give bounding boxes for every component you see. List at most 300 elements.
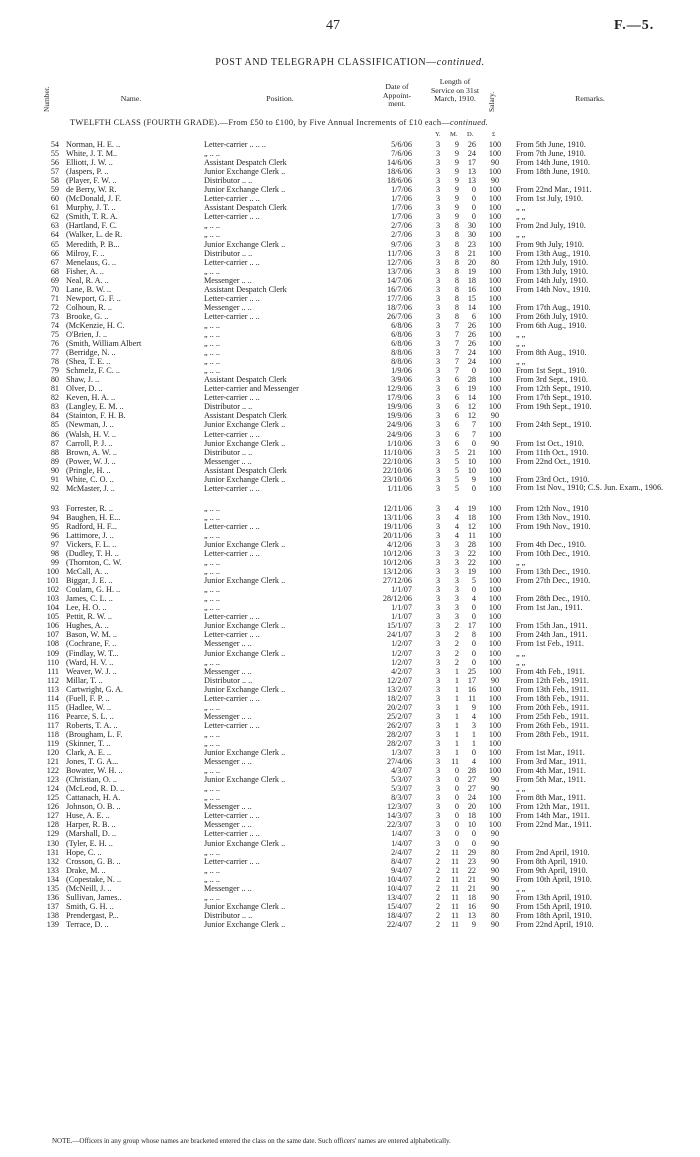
- cell-pos: Letter-carrier .. ..: [204, 257, 260, 267]
- cell-no: 100: [46, 567, 59, 577]
- cell-rem: From 1st Feb., 1911.: [516, 639, 584, 649]
- cell-no: 68: [50, 266, 59, 276]
- cell-pos: Junior Exchange Clerk ..: [204, 919, 286, 929]
- cell-date: 8/4/07: [391, 856, 412, 866]
- cell-name: Norman, H. E. ..: [66, 140, 121, 149]
- cell-no: 133: [46, 865, 59, 875]
- cell-d: 24: [467, 357, 476, 367]
- cell-sal: 100: [488, 483, 502, 493]
- cell-name: (Copestake, N. ..: [66, 874, 122, 884]
- cell-pos: Messenger .. ..: [204, 820, 252, 830]
- cell-no: 127: [46, 811, 59, 821]
- cell-sal: 100: [488, 748, 502, 758]
- cell-m: 1: [454, 675, 459, 685]
- cell-date: 14/7/06: [386, 275, 412, 285]
- cell-name: (Newman, J. ..: [66, 420, 114, 430]
- cell-rem: From 1st Mar., 1911.: [516, 748, 585, 758]
- cell-sal: 100: [488, 384, 502, 394]
- cell-d: 8: [471, 630, 476, 640]
- cell-y: 3: [435, 567, 441, 577]
- cell-y: 3: [435, 530, 441, 540]
- cell-date: 19/9/06: [386, 402, 412, 412]
- table-row: [0, 667, 700, 676]
- table-row: [0, 158, 700, 167]
- cell-rem: From 9th July, 1910.: [516, 239, 584, 249]
- cell-no: 128: [46, 820, 59, 830]
- cell-sal: 100: [488, 194, 502, 204]
- cell-no: 59: [50, 185, 59, 195]
- cell-date: 19/9/06: [386, 411, 412, 421]
- table-row: [0, 149, 700, 158]
- cell-no: 74: [50, 320, 59, 330]
- cell-no: 75: [50, 329, 59, 339]
- cell-sal: 100: [488, 521, 502, 531]
- cell-d: 4: [471, 711, 476, 721]
- cell-name: Crosson, G. B. ..: [66, 856, 121, 866]
- cell-date: 1/7/06: [391, 212, 412, 222]
- cell-no: 97: [50, 539, 59, 549]
- cell-d: 30: [467, 221, 476, 231]
- cell-no: 132: [46, 856, 59, 866]
- cell-m: 11: [451, 919, 459, 929]
- cell-sal: 90: [490, 892, 500, 902]
- cell-date: 10/4/07: [386, 883, 412, 893]
- cell-date: 12/7/06: [386, 257, 412, 267]
- cell-m: 7: [454, 320, 459, 330]
- col-length-header: Length of Service on 31st March, 1910.: [430, 77, 480, 103]
- cell-pos: Letter-carrier .. ..: [204, 393, 260, 403]
- cell-date: 1/4/07: [391, 838, 412, 848]
- cell-d: 24: [467, 793, 476, 803]
- cell-y: 3: [435, 275, 441, 285]
- cell-m: 5: [454, 456, 459, 466]
- cell-y: 3: [435, 711, 441, 721]
- cell-m: 11: [451, 847, 459, 857]
- table-row: [0, 513, 700, 522]
- cell-d: 5: [471, 576, 476, 586]
- cell-rem: From 13th April, 1910.: [516, 892, 592, 902]
- cell-pos: Messenger .. ..: [204, 639, 252, 649]
- cell-name: (Hadlee, W. ..: [66, 702, 112, 712]
- cell-name: de Berry, W. R.: [66, 185, 117, 195]
- cell-y: 3: [435, 357, 441, 367]
- cell-sal: 100: [488, 239, 502, 249]
- cell-m: 2: [454, 657, 459, 667]
- cell-no: 136: [46, 892, 59, 902]
- cell-pos: Junior Exchange Clerk ..: [204, 748, 286, 758]
- cell-name: (McDonald, J. F.: [66, 194, 122, 204]
- cell-d: 24: [467, 348, 476, 358]
- cell-pos: Letter-carrier .. ..: [204, 212, 260, 222]
- cell-rem: From 8th Aug., 1910.: [516, 348, 587, 358]
- cell-no: 90: [50, 465, 59, 475]
- cell-y: 3: [435, 438, 441, 448]
- cell-pos: Messenger .. ..: [204, 302, 252, 312]
- cell-sal: 100: [488, 639, 502, 649]
- cell-m: 4: [454, 512, 459, 522]
- cell-sal: 100: [488, 429, 502, 439]
- cell-m: 3: [454, 576, 459, 586]
- cell-no: 118: [47, 729, 59, 739]
- cell-d: 18: [467, 275, 476, 285]
- cell-d: 0: [471, 657, 476, 667]
- cell-sal: 90: [490, 411, 500, 421]
- cell-no: 63: [50, 221, 59, 231]
- table-row: [0, 285, 700, 294]
- cell-no: 129: [46, 829, 59, 839]
- cell-m: 1: [454, 729, 459, 739]
- table-row: [0, 375, 700, 384]
- cell-rem: From 13th July, 1910.: [516, 266, 589, 276]
- cell-m: 9: [454, 185, 459, 195]
- cell-d: 0: [471, 585, 476, 595]
- cell-y: 2: [435, 847, 441, 857]
- cell-d: 0: [471, 438, 476, 448]
- cell-no: 77: [50, 348, 59, 358]
- cell-rem: From 7th June, 1910.: [516, 149, 586, 159]
- cell-name: Pearce, S. L. ..: [66, 711, 114, 721]
- cell-m: 0: [454, 802, 459, 812]
- table-row: [0, 621, 700, 630]
- cell-rem: From 24th Jan., 1911.: [516, 630, 588, 640]
- table-row: [0, 321, 700, 330]
- cell-name: (McLeod, R. D. ..: [66, 784, 125, 794]
- cell-sal: 100: [488, 621, 502, 631]
- cell-y: 3: [435, 311, 441, 321]
- cell-sal: 100: [488, 167, 502, 177]
- cell-pos: Letter-carrier .. ..: [204, 856, 260, 866]
- cell-m: 8: [454, 311, 459, 321]
- cell-date: 1/3/07: [391, 748, 412, 758]
- cell-no: 139: [46, 919, 59, 929]
- cell-name: (Tyler, E. H. ..: [66, 838, 113, 848]
- cell-date: 10/12/06: [382, 549, 412, 559]
- cell-pos: „ .. ..: [204, 603, 220, 613]
- table-row: [0, 303, 700, 312]
- col-name-header: Name.: [120, 94, 142, 103]
- cell-date: 1/11/06: [387, 483, 412, 493]
- cell-name: O'Brien, J. ..: [66, 329, 108, 339]
- col-number-header: Number.: [42, 86, 51, 112]
- cell-m: 11: [451, 856, 459, 866]
- cell-name: Carroll, P. J. ..: [66, 438, 113, 448]
- cell-sal: 100: [488, 585, 502, 595]
- table-row: [0, 576, 700, 585]
- cell-name: Pettit, R. W. ..: [66, 612, 112, 622]
- cell-no: 125: [46, 793, 59, 803]
- cell-d: 0: [471, 212, 476, 222]
- cell-pos: Assistant Despatch Clerk: [204, 465, 287, 475]
- cell-d: 9: [471, 702, 476, 712]
- cell-d: 0: [471, 829, 476, 839]
- cell-m: 7: [454, 348, 459, 358]
- cell-d: 28: [467, 375, 476, 385]
- table-row: [0, 185, 700, 194]
- cell-date: 24/9/06: [386, 429, 412, 439]
- cell-pos: „ .. ..: [204, 567, 220, 577]
- cell-no: 134: [46, 874, 59, 884]
- cell-sal: 90: [490, 874, 500, 884]
- cell-y: 3: [435, 140, 441, 149]
- cell-name: (Brougham, L. F.: [66, 729, 123, 739]
- cell-d: 19: [467, 503, 476, 513]
- cell-m: 1: [454, 666, 459, 676]
- cell-d: 24: [467, 149, 476, 159]
- cell-name: Brooke, G. ..: [66, 311, 109, 321]
- table-row: [0, 402, 700, 411]
- cell-y: 3: [435, 549, 441, 559]
- table-row: [0, 585, 700, 594]
- unit-pound: £: [492, 131, 496, 138]
- cell-name: (Jaspers, P. ..: [66, 167, 109, 177]
- cell-d: 17: [467, 675, 476, 685]
- cell-rem: From 17th Sept., 1910.: [516, 393, 592, 403]
- cell-sal: 90: [490, 901, 500, 911]
- cell-rem: From 1st Sept., 1910.: [516, 366, 587, 376]
- cell-date: 28/2/07: [386, 729, 412, 739]
- cell-date: 1/7/06: [391, 185, 412, 195]
- cell-pos: Letter-carrier .. ..: [204, 293, 260, 303]
- cell-rem: From 14th June, 1910.: [516, 158, 590, 168]
- cell-rem: From 2nd April, 1910.: [516, 847, 590, 857]
- cell-sal: 90: [490, 829, 500, 839]
- cell-rem: From 1st Jan., 1911.: [516, 603, 583, 613]
- cell-m: 3: [454, 594, 459, 604]
- cell-no: 113: [47, 684, 59, 694]
- cell-d: 16: [467, 901, 476, 911]
- cell-pos: Distributor .. ..: [204, 176, 253, 186]
- table-row: [0, 630, 700, 639]
- cell-m: 6: [454, 384, 459, 394]
- table-row: [0, 920, 700, 929]
- cell-no: 101: [46, 576, 59, 586]
- cell-rem: From 3rd Mar., 1911.: [516, 757, 587, 767]
- cell-pos: Letter-carrier .. ..: [204, 521, 260, 531]
- cell-name: (Findlay, W. T...: [66, 648, 119, 658]
- cell-y: 3: [435, 503, 441, 513]
- table-row: [0, 911, 700, 920]
- table-row: [0, 330, 700, 339]
- table-row: [0, 540, 700, 549]
- cell-name: (Christian, O. ..: [66, 775, 117, 785]
- cell-m: 1: [454, 702, 459, 712]
- cell-sal: 100: [488, 603, 502, 613]
- cell-d: 3: [471, 720, 476, 730]
- cell-rem: From 3rd Sept., 1910.: [516, 375, 588, 385]
- cell-m: 3: [454, 585, 459, 595]
- cell-date: 18/6/06: [386, 167, 412, 177]
- cell-d: 19: [467, 266, 476, 276]
- cell-d: 28: [467, 766, 476, 776]
- cell-date: 3/9/06: [391, 375, 412, 385]
- cell-no: 124: [46, 784, 59, 794]
- cell-name: Meredith, P. B...: [66, 239, 120, 249]
- cell-m: 3: [454, 603, 459, 613]
- cell-d: 28: [467, 539, 476, 549]
- cell-rem: From 20th Feb., 1911.: [516, 702, 589, 712]
- cell-name: Brown, A. W. ..: [66, 447, 117, 457]
- cell-name: Neal, R. A. ..: [66, 275, 109, 285]
- cell-y: 3: [435, 594, 441, 604]
- cell-rem: From 1st Nov., 1910; C.S. Jun. Exam., 1906.: [516, 482, 664, 492]
- cell-date: 26/2/07: [386, 720, 412, 730]
- cell-no: 57: [50, 167, 59, 177]
- cell-pos: Letter-carrier .. ..: [204, 630, 260, 640]
- table-row: [0, 603, 700, 612]
- cell-pos: „ .. ..: [204, 874, 220, 884]
- cell-m: 0: [454, 793, 459, 803]
- cell-pos: Messenger .. ..: [204, 802, 252, 812]
- cell-rem: From 12th Nov., 1910: [516, 503, 589, 513]
- cell-m: 2: [454, 621, 459, 631]
- cell-y: 3: [435, 447, 441, 457]
- cell-y: 3: [435, 411, 441, 421]
- cell-d: 12: [467, 411, 476, 421]
- cell-y: 3: [435, 474, 441, 484]
- cell-y: 2: [435, 901, 441, 911]
- cell-sal: 90: [490, 919, 500, 929]
- cell-no: 66: [50, 248, 59, 258]
- cell-d: 17: [467, 158, 476, 168]
- cell-y: 3: [435, 230, 441, 240]
- cell-d: 21: [467, 874, 476, 884]
- cell-d: 25: [467, 666, 476, 676]
- cell-sal: 100: [488, 348, 502, 358]
- table-row: [0, 366, 700, 375]
- cell-pos: Assistant Despatch Clerk: [204, 411, 287, 421]
- cell-m: 3: [454, 567, 459, 577]
- table-row: [0, 730, 700, 739]
- cell-y: 2: [435, 874, 441, 884]
- cell-y: 3: [435, 302, 441, 312]
- cell-sal: 100: [488, 530, 502, 540]
- cell-name: Weaver, W. J. ..: [66, 666, 117, 676]
- cell-name: White, J. T. M..: [66, 149, 118, 159]
- cell-rem: „ „: [516, 339, 526, 349]
- cell-d: 10: [467, 465, 476, 475]
- cell-pos: „ .. ..: [204, 865, 220, 875]
- cell-m: 0: [454, 820, 459, 830]
- cell-no: 95: [50, 521, 59, 531]
- cell-pos: Messenger .. ..: [204, 666, 252, 676]
- cell-y: 3: [435, 603, 441, 613]
- cell-pos: Messenger .. ..: [204, 883, 252, 893]
- cell-name: (Cochrane, F. ..: [66, 639, 117, 649]
- cell-date: 1/10/06: [386, 438, 412, 448]
- cell-rem: From 12th Sept., 1910.: [516, 384, 592, 394]
- cell-m: 1: [454, 739, 459, 748]
- cell-y: 3: [435, 811, 441, 821]
- cell-d: 26: [467, 140, 476, 149]
- cell-name: (Marshall, D. ..: [66, 829, 117, 839]
- table-row: [0, 176, 700, 185]
- cell-d: 12: [467, 402, 476, 412]
- cell-no: 78: [50, 357, 59, 367]
- cell-y: 3: [435, 320, 441, 330]
- cell-name: Bason, W. M. ..: [66, 630, 117, 640]
- cell-m: 11: [451, 910, 459, 920]
- table-row: [0, 748, 700, 757]
- cell-m: 11: [451, 892, 459, 902]
- cell-no: 89: [50, 456, 59, 466]
- cell-no: 103: [46, 594, 59, 604]
- cell-m: 9: [454, 158, 459, 168]
- cell-sal: 100: [488, 447, 502, 457]
- cell-sal: 100: [488, 739, 502, 748]
- cell-sal: 100: [488, 393, 502, 403]
- cell-y: 3: [435, 203, 441, 213]
- cell-y: 3: [435, 838, 441, 848]
- cell-rem: From 8th Mar., 1911.: [516, 793, 586, 803]
- cell-no: 107: [46, 630, 59, 640]
- cell-m: 11: [451, 757, 459, 767]
- cell-date: 1/7/06: [391, 194, 412, 204]
- table-row: [0, 276, 700, 285]
- cell-rem: From 17th Aug., 1910.: [516, 302, 591, 312]
- table-row: [0, 240, 700, 249]
- cell-date: 8/8/06: [391, 357, 412, 367]
- cell-rem: From 22nd Mar., 1911.: [516, 820, 592, 830]
- cell-rem: From 23rd Oct., 1910.: [516, 474, 590, 484]
- cell-m: 8: [454, 284, 459, 294]
- table-row: [0, 802, 700, 811]
- cell-date: 18/7/06: [386, 302, 412, 312]
- cell-sal: 100: [488, 811, 502, 821]
- cell-sal: 100: [488, 339, 502, 349]
- cell-sal: 90: [490, 675, 500, 685]
- cell-sal: 80: [490, 910, 500, 920]
- cell-rem: From 27th Dec., 1910.: [516, 576, 591, 586]
- cell-rem: From 12th July, 1910.: [516, 257, 589, 267]
- cell-m: 8: [454, 302, 459, 312]
- cell-rem: From 14th July, 1910.: [516, 275, 589, 285]
- cell-pos: „ .. ..: [204, 892, 220, 902]
- cell-no: 126: [46, 802, 59, 812]
- cell-y: 3: [435, 149, 441, 159]
- cell-rem: From 10th April, 1910.: [516, 874, 592, 884]
- cell-y: 3: [435, 393, 441, 403]
- cell-y: 3: [435, 748, 441, 758]
- cell-no: 106: [46, 621, 59, 631]
- cell-d: 0: [471, 185, 476, 195]
- cell-m: 4: [454, 521, 459, 531]
- cell-name: Huse, A. E. ..: [66, 811, 110, 821]
- cell-pos: „ .. ..: [204, 221, 220, 231]
- cell-rem: „ „: [516, 203, 526, 213]
- cell-no: 67: [50, 257, 59, 267]
- table-row: [0, 848, 700, 857]
- cell-pos: Junior Exchange Clerk ..: [204, 239, 286, 249]
- cell-date: 14/3/07: [386, 811, 412, 821]
- cell-name: (Power, W. J. ..: [66, 456, 116, 466]
- cell-d: 0: [471, 203, 476, 213]
- cell-rem: „ „: [516, 212, 526, 222]
- cell-y: 3: [435, 539, 441, 549]
- page-number: 47: [326, 18, 340, 33]
- cell-sal: 100: [488, 793, 502, 803]
- cell-pos: Junior Exchange Clerk ..: [204, 838, 286, 848]
- cell-pos: Junior Exchange Clerk ..: [204, 621, 286, 631]
- table-row: [0, 549, 700, 558]
- col-date-header: Date of Appoint- ment.: [382, 82, 412, 108]
- cell-date: 13/2/07: [386, 684, 412, 694]
- cell-sal: 100: [488, 820, 502, 830]
- cell-pos: Messenger .. ..: [204, 757, 252, 767]
- cell-d: 21: [467, 248, 476, 258]
- cell-no: 91: [50, 474, 59, 484]
- cell-sal: 100: [488, 185, 502, 195]
- cell-pos: Letter-carrier .. ..: [204, 549, 260, 559]
